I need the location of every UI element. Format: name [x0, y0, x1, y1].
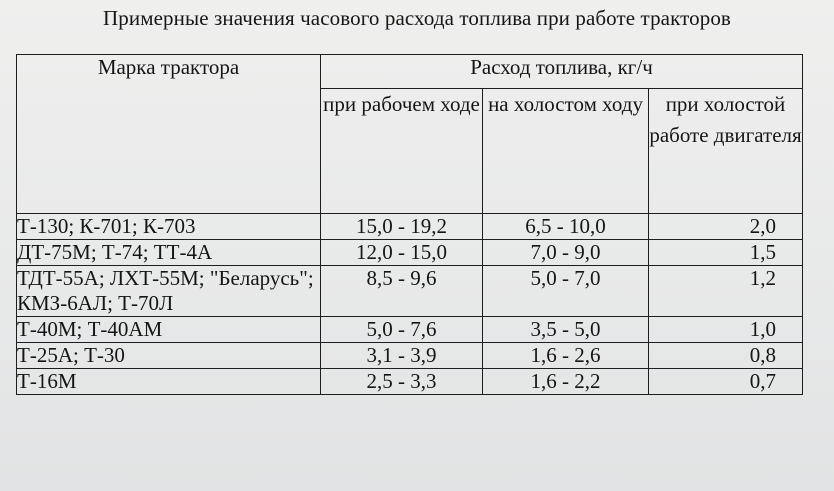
- cell-working: 3,1 - 3,9: [321, 343, 483, 369]
- cell-idle-move: 1,6 - 2,2: [483, 369, 649, 395]
- header-idle-move: на холостом ходу: [483, 89, 649, 214]
- table-row: [17, 266, 803, 317]
- cell-idle-move: 3,5 - 5,0: [483, 317, 649, 343]
- cell-engine-idle: 1,0: [649, 317, 803, 343]
- table-row: [17, 369, 803, 395]
- cell-engine-idle: 1,2: [649, 266, 803, 317]
- cell-working: 8,5 - 9,6: [321, 266, 483, 317]
- header-engine-idle: при холостой работе двигателя: [649, 89, 803, 214]
- cell-engine-idle: 2,0: [649, 214, 803, 240]
- cell-brand: Т-25А; Т-30: [17, 343, 321, 369]
- cell-working: 5,0 - 7,6: [321, 317, 483, 343]
- cell-idle-move: 6,5 - 10,0: [483, 214, 649, 240]
- fuel-consumption-table: [16, 54, 803, 395]
- header-fuel-rate: Расход топлива, кг/ч: [321, 55, 803, 89]
- cell-brand: Т-130; К-701; К-703: [17, 214, 321, 240]
- cell-engine-idle: 1,5: [649, 240, 803, 266]
- table-row: [17, 317, 803, 343]
- cell-idle-move: 1,6 - 2,6: [483, 343, 649, 369]
- cell-brand: Т-16М: [17, 369, 321, 395]
- cell-idle-move: 5,0 - 7,0: [483, 266, 649, 317]
- cell-brand: ТДТ-55А; ЛХТ-55М; "Беларусь"; КМЗ-6АЛ; Т-70Л: [17, 266, 321, 317]
- cell-brand: Т-40М; Т-40АМ: [17, 317, 321, 343]
- cell-brand: ДТ-75М; Т-74; ТТ-4А: [17, 240, 321, 266]
- header-brand: Марка трактора: [17, 55, 321, 214]
- cell-working: 12,0 - 15,0: [321, 240, 483, 266]
- table-row: [17, 214, 803, 240]
- cell-engine-idle: 0,7: [649, 369, 803, 395]
- header-working: при рабочем ходе: [321, 89, 483, 214]
- page-title: Примерные значения часового расхода топлива при работе тракторов: [103, 6, 731, 30]
- table-row: [17, 240, 803, 266]
- cell-idle-move: 7,0 - 9,0: [483, 240, 649, 266]
- table-row: [17, 343, 803, 369]
- cell-working: 15,0 - 19,2: [321, 214, 483, 240]
- cell-working: 2,5 - 3,3: [321, 369, 483, 395]
- cell-engine-idle: 0,8: [649, 343, 803, 369]
